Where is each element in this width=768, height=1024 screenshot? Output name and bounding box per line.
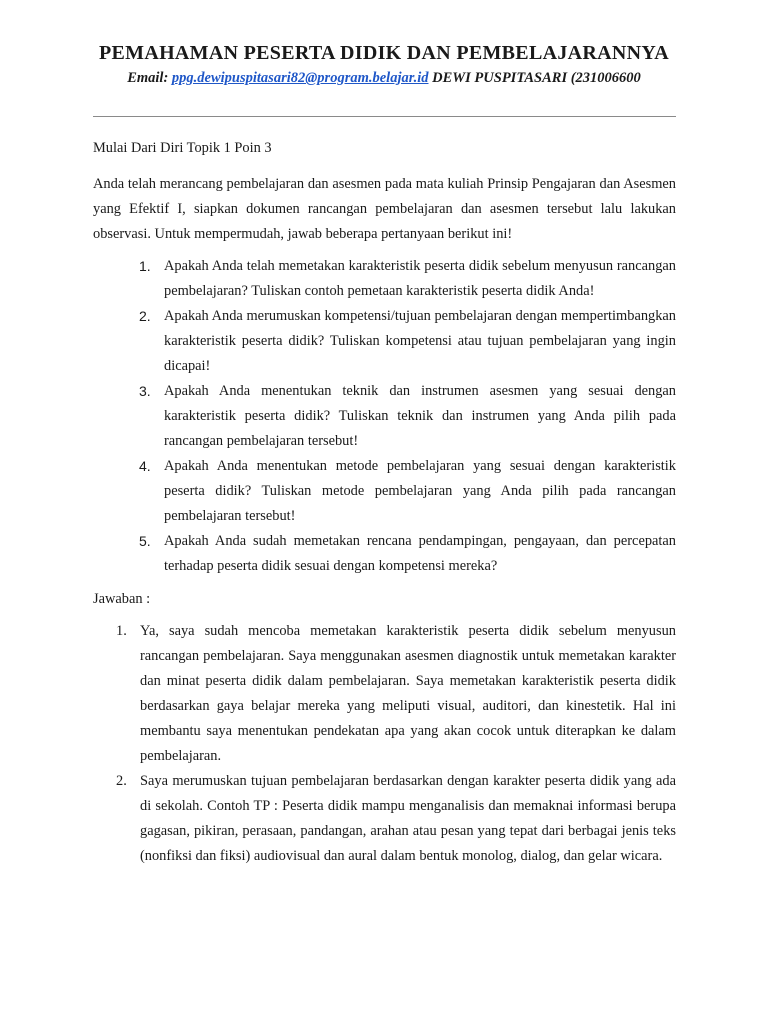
question-item: [139, 454, 676, 529]
question-text: Apakah Anda menentukan metode pembelajaran yang sesuai dengan karakteristik peserta didik? Tuliskan metode pembelajaran yang Anda pilih pada rancangan pembelajaran tersebut!: [164, 458, 676, 524]
document-title: PEMAHAMAN PESERTA DIDIK DAN PEMBELAJARANNYA: [99, 42, 669, 64]
question-number: 1.: [139, 258, 151, 274]
author-name: DEWI PUSPITASARI (231006600: [432, 70, 641, 86]
answer-heading: Jawaban :: [93, 591, 151, 607]
question-text: Apakah Anda telah memetakan karakteristik peserta didik sebelum menyusun rancangan pembelajaran? Tuliskan contoh pemetaan karakteristik peserta didik Anda!: [164, 258, 676, 299]
question-number: 4.: [139, 458, 151, 474]
question-item: [139, 304, 676, 379]
question-item: [139, 379, 676, 454]
document-body: [93, 136, 676, 869]
answer-text: Saya merumuskan tujuan pembelajaran berdasarkan dengan karakter peserta didik yang ada di sekolah. Contoh TP : Peserta didik mampu menganalisis dan memaknai informasi berupa gagasan, pikiran, perasaan, pandangan, arahan atau pesan yang tepat dari berbagai jenis teks (nonfiksi dan fiksi) audiovisual dan aural dalam bentuk monolog, dialog, dan gelar wicara.: [140, 773, 676, 864]
intro-paragraph: Anda telah merancang pembelajaran dan asesmen pada mata kuliah Prinsip Pengajaran dan Asesmen yang Efektif I, siapkan dokumen rancangan pembelajaran dan asesmen tersebut lalu lakukan observasi. Untuk mempermudah, jawab beberapa pertanyaan berikut ini!: [93, 176, 676, 242]
question-number: 2.: [139, 308, 151, 324]
question-list: [93, 254, 676, 579]
email-label: Email:: [127, 70, 169, 86]
answer-number: 1.: [116, 623, 127, 639]
answer-item: [116, 769, 676, 869]
question-item: [139, 529, 676, 579]
question-text: Apakah Anda merumuskan kompetensi/tujuan pembelajaran dengan mempertimbangkan karakteristik peserta didik? Tuliskan kompetensi atau tujuan pembelajaran yang ingin dicapai!: [164, 308, 676, 374]
question-text: Apakah Anda sudah memetakan rencana pendampingan, pengayaan, dan percepatan terhadap peserta didik sesuai dengan kompetensi mereka?: [164, 533, 676, 574]
answer-item: [116, 619, 676, 769]
question-number: 3.: [139, 383, 151, 399]
question-text: Apakah Anda menentukan teknik dan instrumen asesmen yang sesuai dengan karakteristik peserta didik? Tuliskan teknik dan instrumen yang Anda pilih pada rancangan pembelajaran tersebut!: [164, 383, 676, 449]
question-item: [139, 254, 676, 304]
header-divider: [93, 116, 676, 117]
author-line: [0, 70, 768, 87]
answer-text: Ya, saya sudah mencoba memetakan karakteristik peserta didik sebelum menyusun rancangan pembelajaran. Saya menggunakan asesmen diagnostik untuk memetakan karakter dan minat peserta didik dalam pembelajaran. Saya memetakan karakteristik peserta didik berdasarkan gaya belajar mereka yang meliputi visual, auditori, dan kinestetik. Hal ini membantu saya menentukan pendekatan apa yang akan cocok untuk diterapkan ke dalam pembelajaran.: [140, 623, 676, 764]
answer-list: [93, 619, 676, 869]
topic-heading: Mulai Dari Diri Topik 1 Poin 3: [93, 140, 272, 156]
question-number: 5.: [139, 533, 151, 549]
email-link[interactable]: ppg.dewipuspitasari82@program.belajar.id: [171, 70, 429, 86]
answer-number: 2.: [116, 773, 127, 789]
